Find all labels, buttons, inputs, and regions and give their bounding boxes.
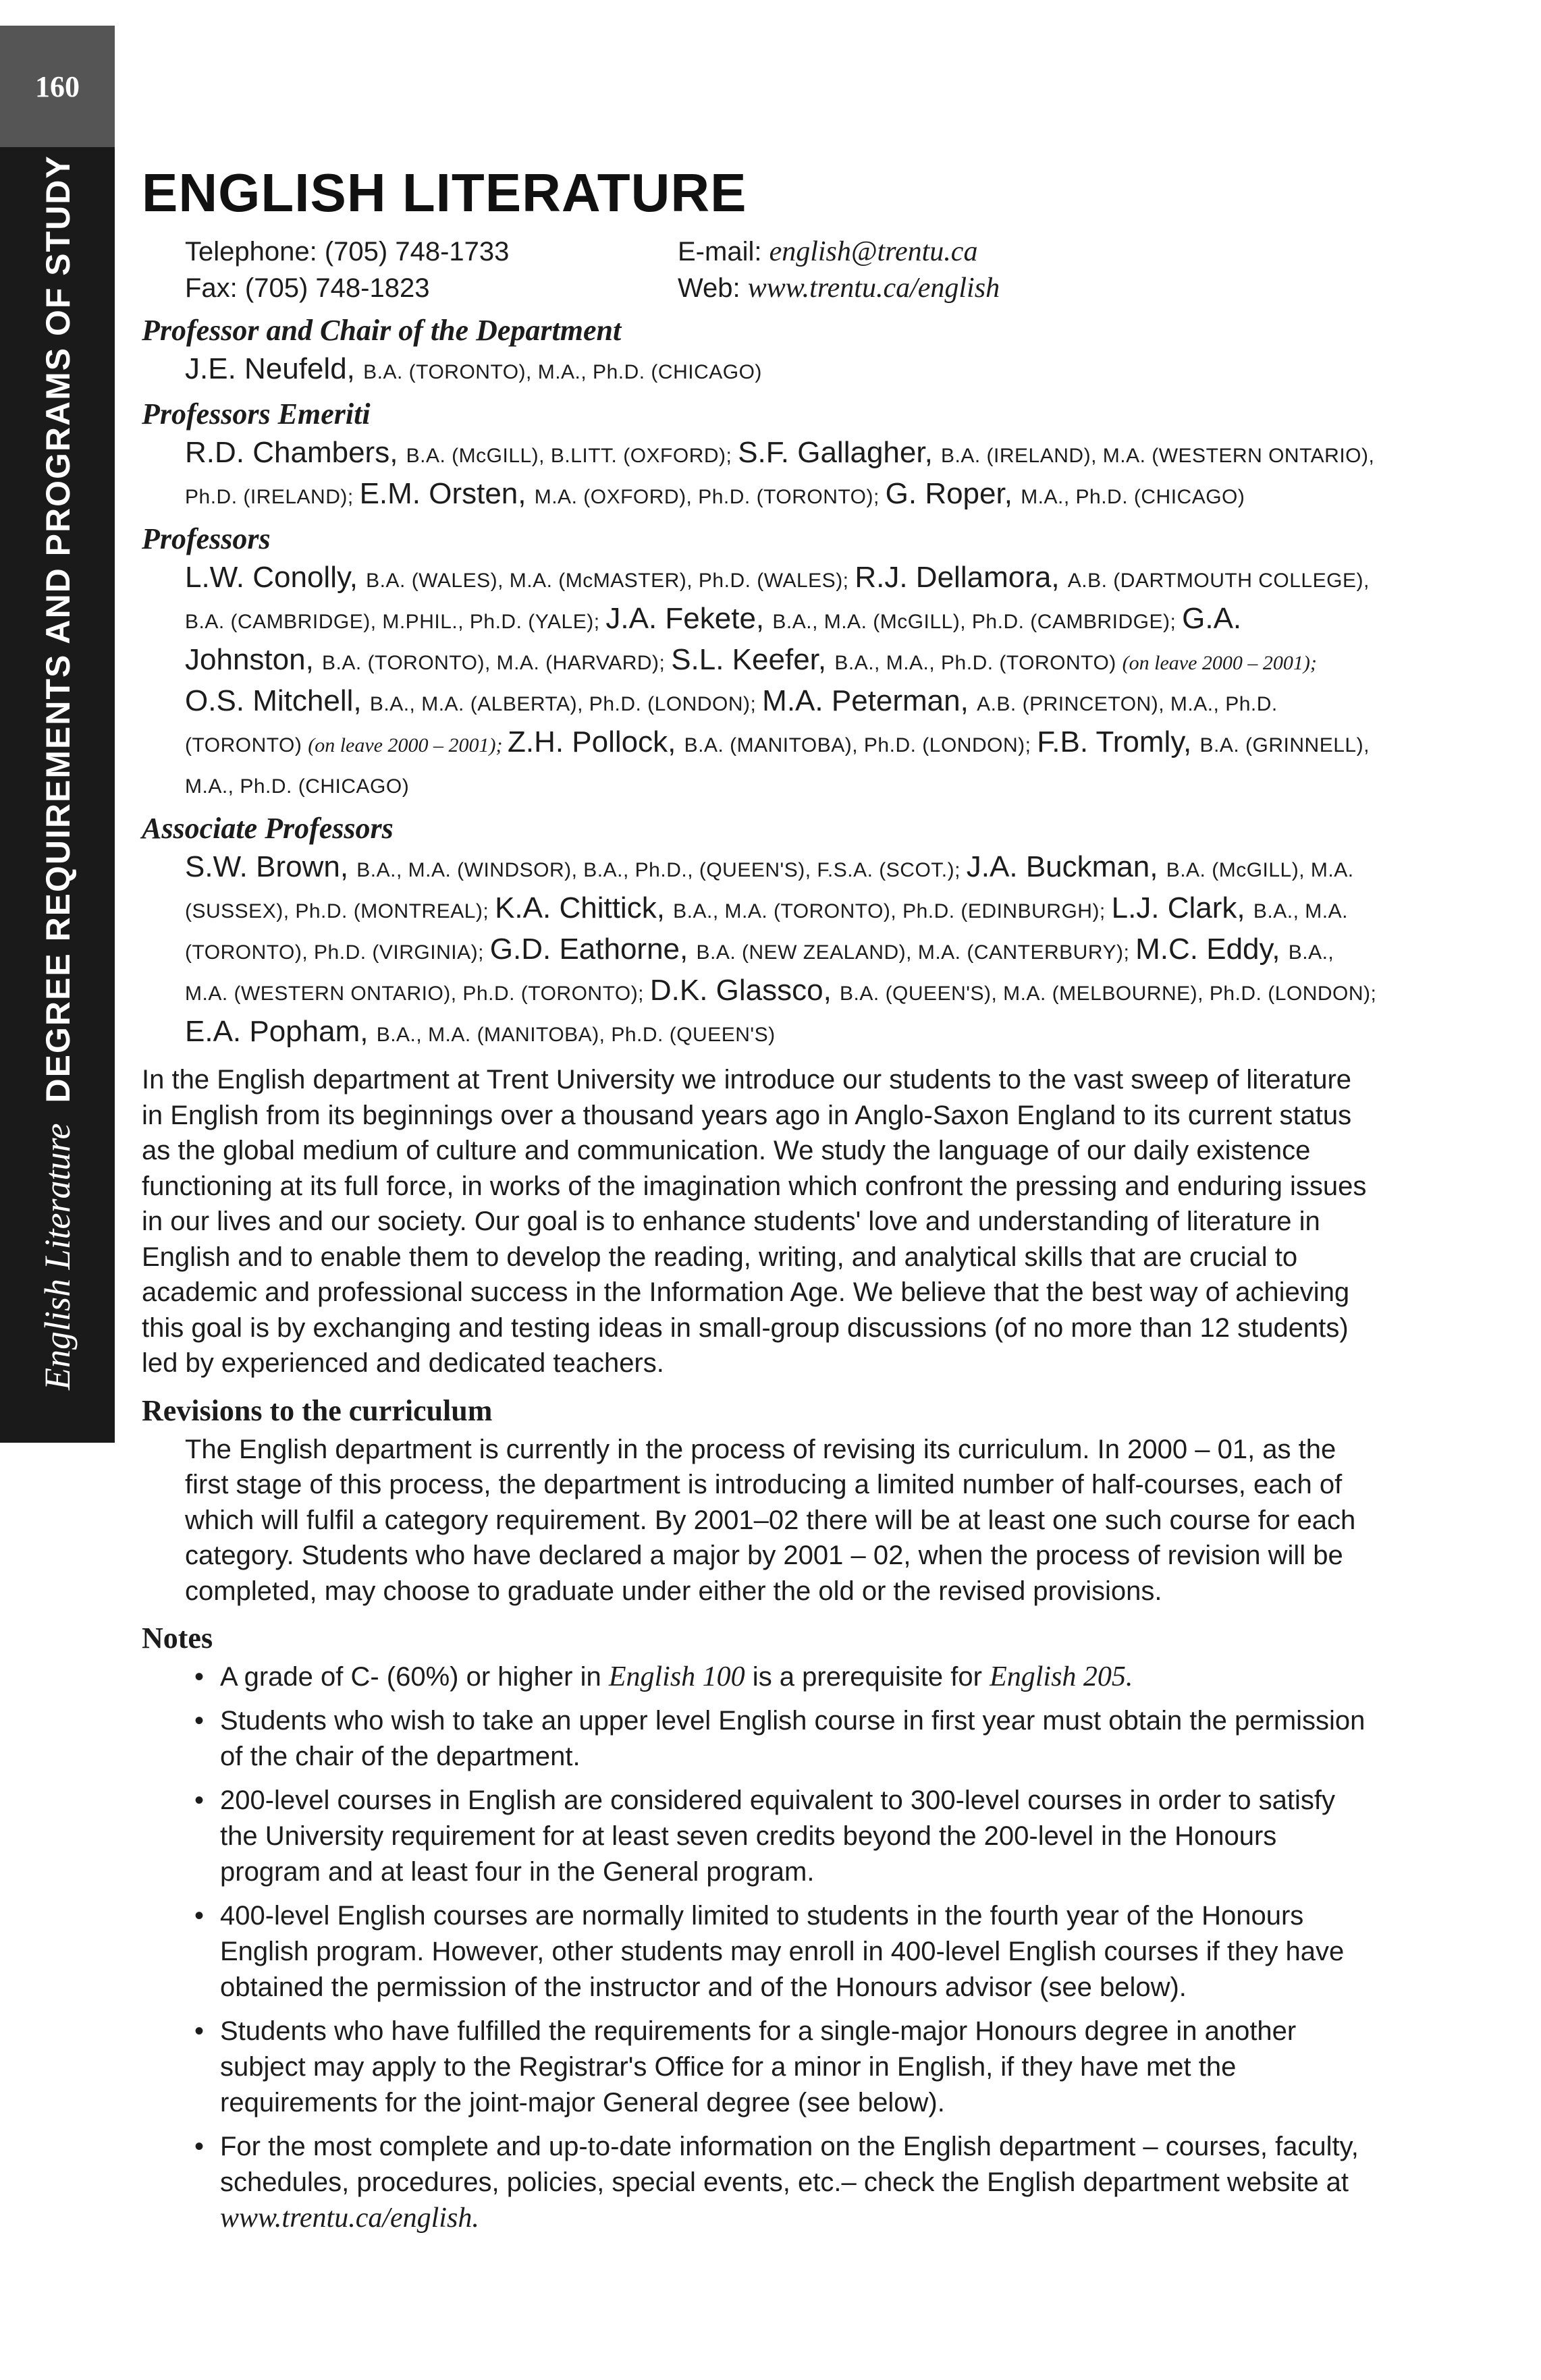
note-text: For the most complete and up-to-date information on the English department – courses, faculty, schedules, procedures, policies, special events, etc.– check the English department website at: [220, 2132, 1359, 2197]
member-name: E.M. Orsten,: [359, 477, 535, 510]
page-number: 160: [0, 26, 115, 147]
member-degrees: B.A., M.A. (MANITOBA), Ph.D. (QUEEN'S): [376, 1024, 776, 1046]
contact-email-web: [678, 233, 1000, 306]
note-item: • 400-level English courses are normally limited to students in the fourth year of the Honours English program. However, other students may enroll in 400-level English courses if they have obtained the permission of the instructor and of the Honours advisor (see below).: [220, 1898, 1377, 2005]
member-name: Z.H. Pollock,: [507, 725, 684, 758]
professors-list: [185, 559, 1377, 806]
member-degrees: A.B. (DARTMOUTH COLLEGE), B.A. (CAMBRIDGE), M.PHIL., Ph.D. (YALE);: [185, 570, 1370, 633]
associates-list: [185, 848, 1377, 1054]
member-degrees: B.A., M.A. (WESTERN ONTARIO), Ph.D. (TORONTO);: [185, 941, 1334, 1005]
side-section-title: English Literature: [37, 1123, 78, 1390]
contact-phone-fax: [185, 233, 509, 306]
member-name: L.W. Conolly,: [185, 561, 367, 594]
notes-heading: Notes: [142, 1622, 213, 1655]
emeriti-heading: Professors Emeriti: [142, 397, 371, 431]
member-name: L.J. Clark,: [1111, 891, 1253, 924]
note-text: is a prerequisite for: [745, 1662, 990, 1692]
member-name: J.A. Buckman,: [966, 850, 1166, 883]
member-degrees: B.A. (MANITOBA), Ph.D. (LONDON);: [684, 734, 1037, 756]
member-name: F.B. Tromly,: [1037, 725, 1200, 758]
note-item: [220, 2129, 1377, 2236]
chair-list: [185, 350, 1377, 391]
member-degrees: B.A., M.A., Ph.D. (TORONTO): [834, 652, 1123, 674]
website-link[interactable]: www.trentu.ca/english.: [220, 2203, 479, 2234]
member-degrees: B.A. (McGILL), B.LITT. (OXFORD);: [406, 445, 738, 467]
email-address[interactable]: english@trentu.ca: [769, 236, 978, 267]
leave-note: (on leave 2000 – 2001);: [1122, 652, 1317, 674]
note-text: A grade of C- (60%) or higher in: [220, 1662, 609, 1692]
side-running-head: [28, 155, 87, 1390]
member-degrees: B.A. (McGILL), M.A. (SUSSEX), Ph.D. (MONTREAL);: [185, 859, 1354, 922]
side-chapter-title: DEGREE REQUIREMENTS AND PROGRAMS OF STUDY: [39, 155, 77, 1103]
member-degrees: B.A. (TORONTO), M.A., Ph.D. (CHICAGO): [363, 361, 762, 383]
member-degrees: B.A. (TORONTO), M.A. (HARVARD);: [322, 652, 672, 674]
member-degrees: B.A., M.A. (TORONTO), Ph.D. (EDINBURGH);: [673, 900, 1112, 922]
member-degrees: B.A., M.A. (WINDSOR), B.A., Ph.D., (QUEEN'S), F.S.A. (SCOT.);: [356, 859, 967, 881]
telephone: Telephone: (705) 748-1733: [185, 237, 510, 267]
member-name: G. Roper,: [885, 477, 1021, 510]
email-line: [678, 233, 1000, 270]
note-item: • 200-level courses in English are considered equivalent to 300-level courses in order to satisfy the University requirement for at least seven credits beyond the 200-level in the Honours program and at least four in the General program.: [220, 1783, 1377, 1890]
member-degrees: A.B. (PRINCETON), M.A., Ph.D. (TORONTO): [185, 693, 1278, 756]
note-item: [220, 1659, 1377, 1695]
web-address[interactable]: www.trentu.ca/english: [747, 273, 1000, 304]
member-degrees: M.A. (OXFORD), Ph.D. (TORONTO);: [534, 486, 886, 508]
page-title: ENGLISH LITERATURE: [142, 163, 747, 223]
page-content: [142, 148, 1377, 2244]
emeriti-list: [185, 434, 1377, 516]
chair-heading: Professor and Chair of the Department: [142, 314, 622, 347]
associates-heading: Associate Professors: [142, 812, 394, 845]
member-name: R.D. Chambers,: [185, 436, 406, 469]
revisions-paragraph: The English department is currently in the process of revising its curriculum. In 2000 – 01, as the first stage of this process, the department is introducing a limited number of half-courses, each of which will fulfil a category requirement. By 2001–02 there will be at least one such course for each category. Students who have declared a major by 2001 – 02, when the process of revision will be completed, may choose to graduate under either the old or the revised provisions.: [185, 1434, 1356, 1606]
member-degrees: B.A., M.A. (ALBERTA), Ph.D. (LONDON);: [369, 693, 763, 715]
intro-paragraph: In the English department at Trent University we introduce our students to the vast sweep of literature in English from its beginnings over a thousand years ago in Anglo-Saxon England to its current status as the global medium of culture and communication. We study the language of our daily existence functioning at its full force, in works of the imagination which confront the pressing and enduring issues in our lives and our society. Our goal is to enhance students' love and understanding of literature in English and to enable them to develop the reading, writing, and analytical skills that are crucial to academic and professional success in the Information Age. We believe that the best way of achieving this goal is by exchanging and testing ideas in small-group discussions (of no more than 12 students) led by experienced and dedicated teachers.: [142, 1065, 1367, 1378]
member-name: R.J. Dellamora,: [855, 561, 1068, 594]
email-label: E-mail:: [678, 237, 769, 267]
member-degrees: B.A. (IRELAND), M.A. (WESTERN ONTARIO), Ph.D. (IRELAND);: [185, 445, 1375, 508]
contact-block: [185, 233, 1377, 308]
member-name: D.K. Glassco,: [649, 974, 840, 1007]
fax: Fax: (705) 748-1823: [185, 273, 430, 303]
leave-note: (on leave 2000 – 2001);: [308, 734, 508, 756]
note-item: • Students who have fulfilled the requirements for a single-major Honours degree in another subject may apply to the Registrar's Office for a minor in English, if they have met the requirements for the joint-major General degree (see below).: [220, 2014, 1377, 2121]
member-degrees: B.A. (NEW ZEALAND), M.A. (CANTERBURY);: [696, 941, 1136, 964]
course-name: English 205.: [990, 1661, 1133, 1692]
web-line: [678, 270, 1000, 306]
course-name: English 100: [608, 1661, 745, 1692]
member-name: M.A. Peterman,: [762, 684, 977, 717]
member-name: K.A. Chittick,: [495, 891, 674, 924]
member-name: O.S. Mitchell,: [185, 684, 370, 717]
member-name: J.A. Fekete,: [605, 602, 773, 635]
member-name: S.F. Gallagher,: [738, 436, 942, 469]
member-name: J.E. Neufeld,: [185, 352, 364, 385]
professors-heading: Professors: [142, 522, 271, 555]
member-name: S.W. Brown,: [185, 850, 357, 883]
notes-list: [142, 1659, 1377, 2236]
member-degrees: B.A. (GRINNELL), M.A., Ph.D. (CHICAGO): [185, 734, 1370, 798]
revisions-heading: Revisions to the curriculum: [142, 1393, 493, 1427]
member-name: M.C. Eddy,: [1135, 933, 1289, 966]
member-name: G.D. Eathorne,: [489, 933, 697, 966]
note-item: • Students who wish to take an upper level English course in first year must obtain the permission of the chair of the department.: [220, 1703, 1377, 1775]
member-degrees: B.A., M.A. (TORONTO), Ph.D. (VIRGINIA);: [185, 900, 1348, 964]
member-degrees: M.A., Ph.D. (CHICAGO): [1021, 486, 1245, 508]
member-degrees: B.A. (QUEEN'S), M.A. (MELBOURNE), Ph.D. (LONDON);: [840, 983, 1377, 1005]
member-name: S.L. Keefer,: [671, 643, 835, 676]
member-name: E.A. Popham,: [185, 1015, 377, 1048]
member-degrees: B.A. (WALES), M.A. (McMASTER), Ph.D. (WALES);: [366, 570, 855, 592]
member-name: G.A. Johnston,: [185, 602, 1242, 676]
web-label: Web:: [678, 273, 748, 303]
member-degrees: B.A., M.A. (McGILL), Ph.D. (CAMBRIDGE);: [772, 611, 1183, 633]
